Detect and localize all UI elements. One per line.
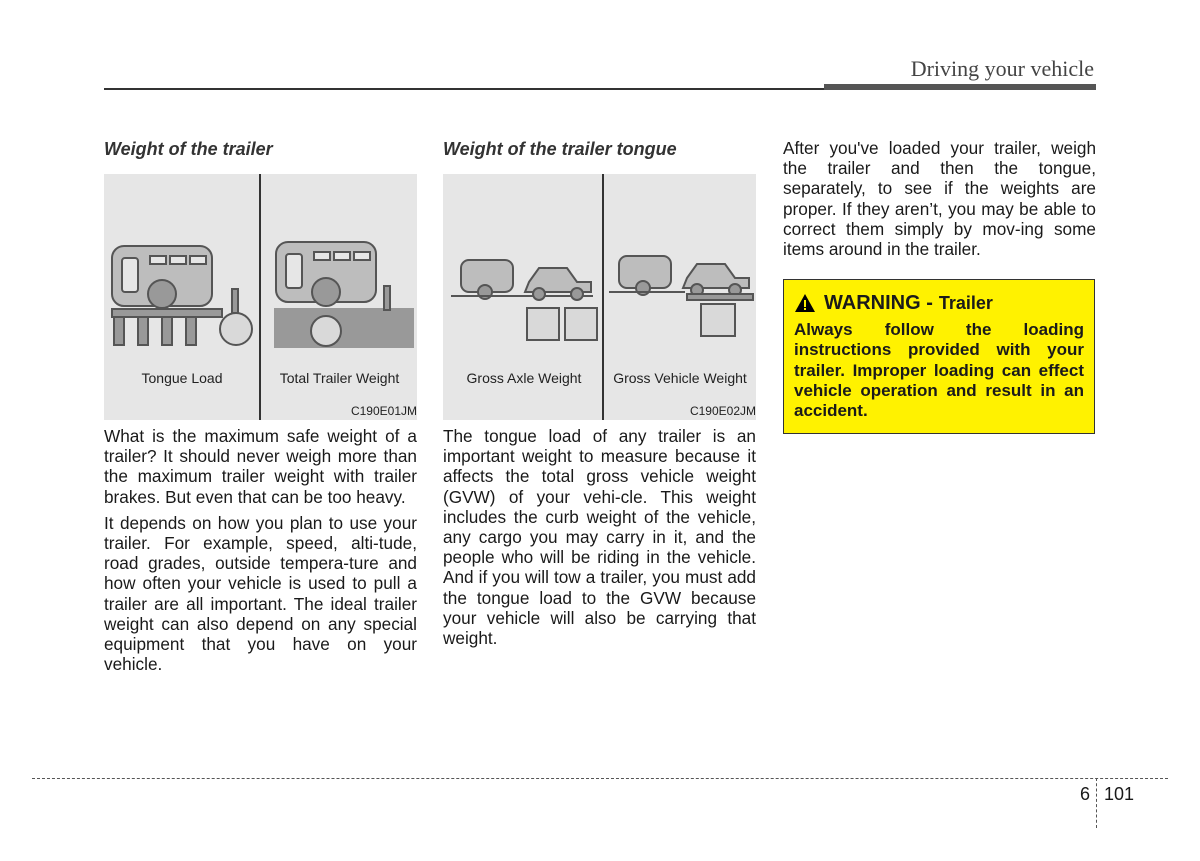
figure-code: C190E01JM bbox=[350, 404, 417, 418]
figure-code: C190E02JM bbox=[689, 404, 756, 418]
page-header-title: Driving your vehicle bbox=[910, 56, 1094, 81]
paragraph: After you've loaded your trailer, weigh the trailer and then the tongue, separately, to see if the weights are proper. If they aren’t, you may be able to correct them simply by mov-ing some items around in the trailer. bbox=[783, 138, 1096, 260]
column-trailer-weight bbox=[104, 138, 417, 674]
warning-box bbox=[783, 279, 1095, 434]
warning-subject: Trailer bbox=[938, 293, 993, 314]
figure-label-gross-axle-weight: Gross Axle Weight bbox=[466, 370, 582, 386]
section-title: Weight of the trailer bbox=[104, 139, 273, 159]
section-title: Weight of the trailer tongue bbox=[443, 139, 677, 159]
warning-label: WARNING - bbox=[824, 292, 933, 315]
figure-tongue-weight bbox=[443, 174, 756, 420]
warning-text: Always follow the loading instructions provided with your trailer. Improper loading can effect vehicle operation and result in an accident. bbox=[794, 320, 1084, 421]
footer-rule bbox=[32, 778, 1168, 779]
header-rule-accent bbox=[824, 84, 1096, 90]
warning-triangle-icon bbox=[794, 293, 816, 313]
warning-heading bbox=[794, 290, 1084, 316]
figure-label-total-trailer-weight: Total Trailer Weight bbox=[279, 370, 400, 386]
figure-label-tongue-load: Tongue Load bbox=[141, 370, 223, 386]
figure-trailer-weight bbox=[104, 174, 417, 420]
page-number: 101 bbox=[1104, 784, 1135, 804]
paragraph: The tongue load of any trailer is an important weight to measure because it affects the total gross vehicle weight (GVW) of your vehi-cle. This weight includes the curb weight of the vehicle, any cargo you may carry in it, and the people who will be riding in the vehicle. And if you will tow a trailer, you must add the tongue load to the GVW because your vehicle will also be carrying that weight. bbox=[443, 426, 756, 649]
column-loading bbox=[783, 138, 1096, 434]
figure-label-gross-vehicle-weight: Gross Vehicle Weight bbox=[613, 370, 747, 386]
paragraph: What is the maximum safe weight of a trailer? It should never weigh more than the maximum trailer weight with trailer brakes. But even that can be too heavy. bbox=[104, 426, 417, 507]
paragraph: It depends on how you plan to use your trailer. For example, speed, alti-tude, road grades, outside tempera-ture and how often your vehicle is used to pull a trailer are all important. The ideal trailer weight can also depend on any special equipment that you have on your vehicle. bbox=[104, 512, 417, 675]
footer-divider bbox=[1096, 778, 1097, 828]
column-tongue-weight bbox=[443, 138, 756, 648]
chapter-number: 6 bbox=[1080, 784, 1091, 804]
